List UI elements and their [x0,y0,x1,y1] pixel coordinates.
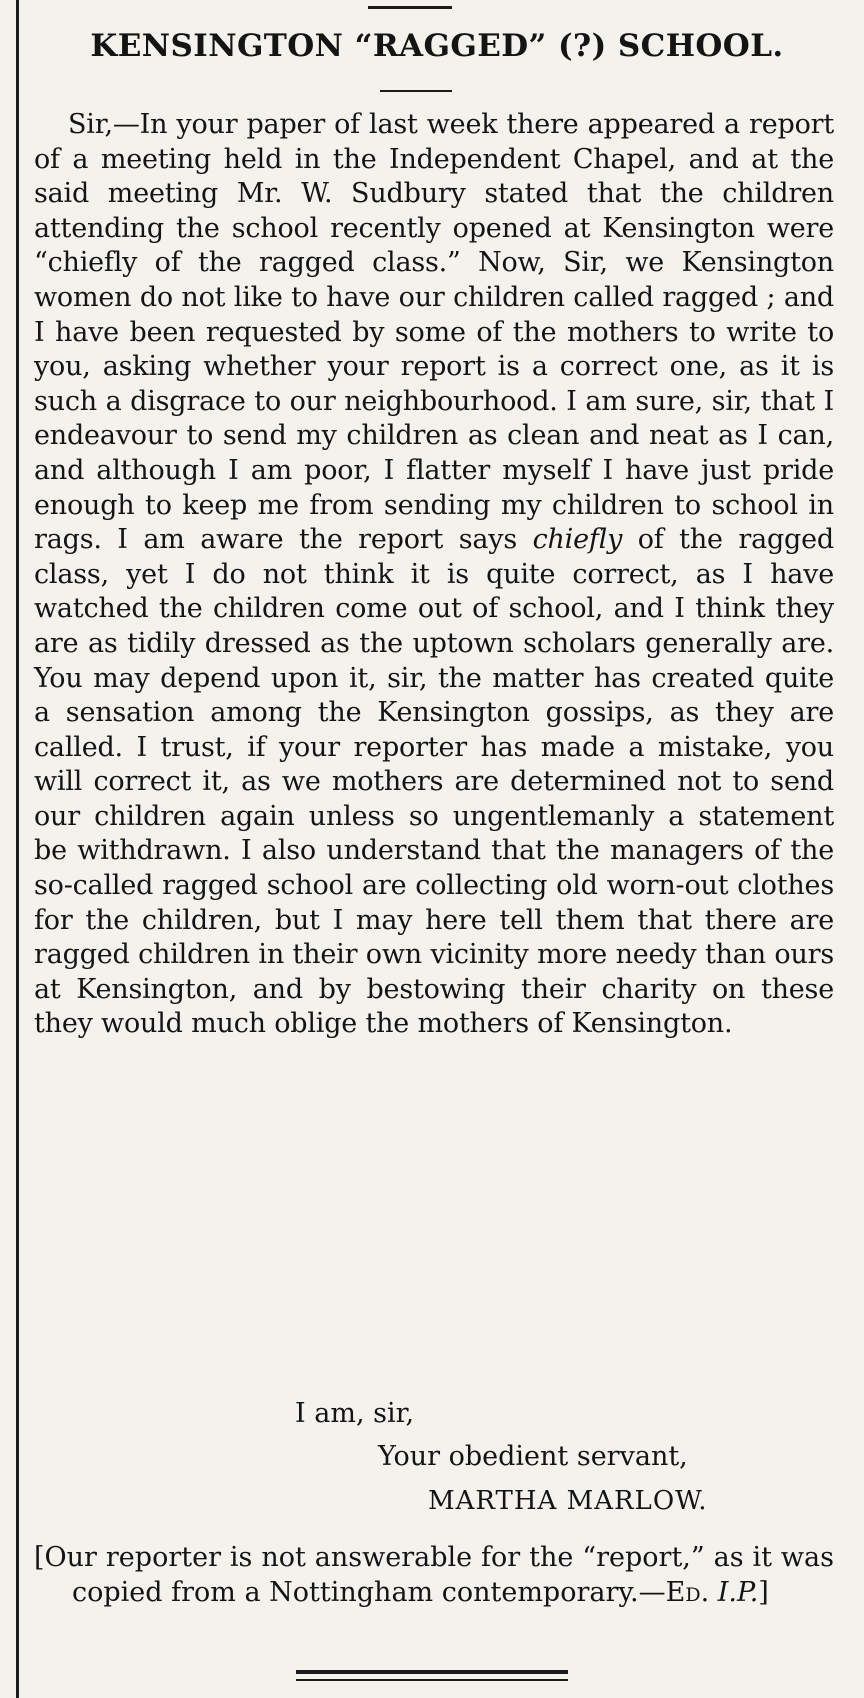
column-rule [16,0,19,1698]
signature: MARTHA MARLOW. [428,1486,708,1516]
closing-salutation: I am, sir, [295,1398,415,1429]
editor-note-close: ] [758,1577,769,1608]
top-divider [368,6,452,9]
editor-note [34,1540,834,1610]
article-title: KENSINGTON “RAGGED” (?) SCHOOL. [90,28,784,64]
publication-initials: I.P. [717,1577,759,1608]
editor-note-text: [Our reporter is not answerable for the “report,” as it was copied from a Nottingham contemporary.— [34,1542,834,1608]
closing-valediction: Your obedient servant, [378,1441,688,1472]
letter-body [34,108,834,1042]
editor-abbrev: Ed. [665,1577,710,1608]
letter-body-part1: Sir,—In your paper of last week there appeared a report of a meeting held in the Independent Chapel, and at the said meeting Mr. W. Sudbury stated that the children attending the school recently opened at Kensington were “chiefly of the ragged class.” Now, Sir, we Kensington women do not like to have our children called ragged ; and I have been requested by some of the mothers to write to you, asking whether your report is a correct one, as it is such a disgrace to our neighbourhood. I am sure, sir, that I endeavour to send my children as clean and neat as I can, and although I am poor, I flatter myself I have just pride enough to keep me from sending my children to school in rags. I am aware the report says [34,109,834,556]
title-divider [380,90,452,92]
bottom-divider-thin [296,1679,568,1681]
letter-body-italic: chiefly [532,524,623,556]
letter-body-part2: of the ragged class, yet I do not think it is quite correct, as I have watched the children come out of school, and I think they are as tidily dressed as the uptown scholars generally are. You may depend upon it, sir, the matter has created quite a sensation among the Kensington gossips, as they are called. I trust, if your reporter has made a mistake, you will correct it, as we mothers are determined not to send our children again unless so ungentlemanly a statement be withdrawn. I also understand that the managers of the so-called ragged school are collecting old worn-out clothes for the children, but I may here tell them that there are ragged children in their own vicinity more needy than ours at Kensington, and by bestowing their charity on these they would much oblige the mothers of Kensington. [34,524,834,1040]
bottom-divider-thick [296,1670,568,1674]
